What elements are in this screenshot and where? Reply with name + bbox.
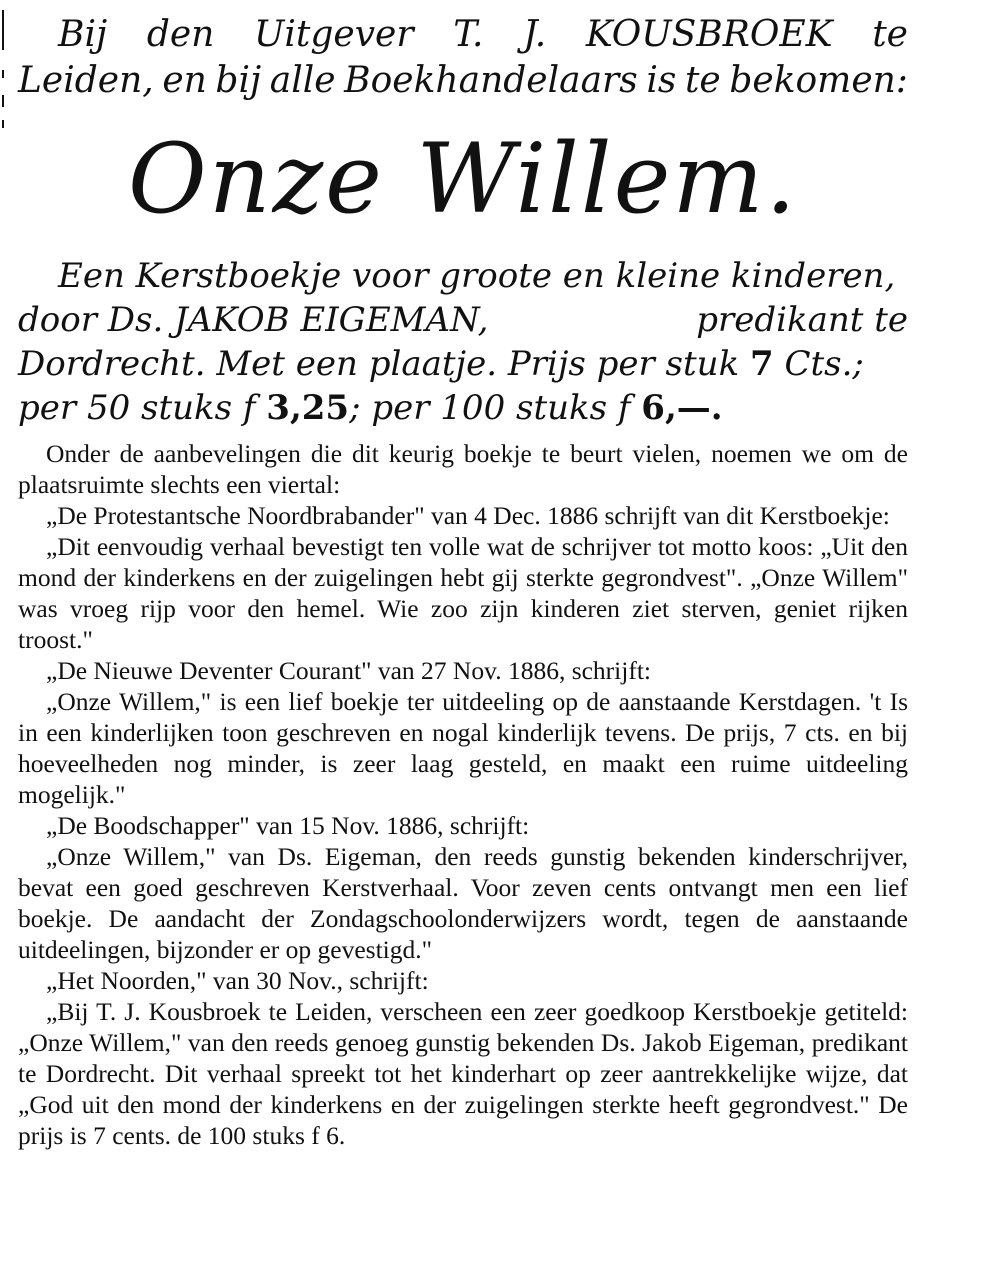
paragraph: „Het Noorden," van 30 Nov., schrijft: bbox=[46, 966, 429, 995]
bulk-50-label: per 50 stuks f bbox=[18, 388, 256, 428]
paragraph: „Onze Willem," van Ds. Eigeman, den reeds gunstig bekenden kinderschrijver, bevat een goed geschreven Kerstverhaal. Voor zeven cents ontvangt men een lief boekje. De aandacht der Zondagschoolonderwijzers wordt, tegen de aanstaande uitdeelingen, bijzonder er op gevestigd." bbox=[18, 842, 908, 964]
intro-word: en bbox=[162, 60, 207, 101]
intro-word: Bij bbox=[58, 14, 108, 55]
paragraph: Onder de aanbevelingen die dit keurig boekje te beurt vielen, noemen we om de plaatsruimte slechts een viertal: bbox=[18, 439, 908, 499]
margin-marks bbox=[0, 0, 6, 140]
subtitle-line-2 bbox=[18, 298, 908, 342]
author-text: door Ds. JAKOB EIGEMAN, bbox=[18, 300, 489, 340]
advertisement bbox=[18, 12, 908, 1151]
intro-word: bekomen: bbox=[729, 60, 908, 101]
bulk-100-price: 6,—. bbox=[641, 388, 723, 428]
subtitle-line-1 bbox=[18, 254, 908, 298]
intro-line-1 bbox=[18, 12, 908, 58]
bulk-100-label: ; per 100 stuks f bbox=[349, 388, 631, 428]
paragraph: „Bij T. J. Kousbroek te Leiden, verscheen een zeer goedkoop Kerstboekje getiteld: „Onze Willem," van den reeds genoeg gunstig bekenden Ds. Jakob Eigeman, predikant te Dordrecht. Dit verhaal spreekt tot het kinderhart op zeer aantrekkelijke wijze, dat „God uit den mond der kinderkens en der zuigelingen sterkte heeft gegrondvest." De prijs is 7 cents. de 100 stuks f 6. bbox=[18, 997, 908, 1150]
subtitle-line-3 bbox=[18, 342, 908, 386]
intro-word: Leiden, bbox=[18, 60, 154, 101]
intro-word: is bbox=[646, 60, 677, 101]
intro-word: den bbox=[146, 14, 215, 55]
book-description bbox=[18, 254, 908, 430]
paragraph: „De Boodschapper" van 15 Nov. 1886, schrijft: bbox=[46, 811, 530, 840]
intro-word: Uitgever bbox=[254, 14, 414, 55]
subtitle-text: Een Kerstboekje voor groote en kleine kinderen, bbox=[58, 256, 896, 296]
intro-word: bij bbox=[215, 60, 262, 101]
paragraph: „De Nieuwe Deventer Courant" van 27 Nov. 1886, schrijft: bbox=[46, 656, 652, 685]
intro-word: T. bbox=[453, 14, 484, 55]
paragraph: „Onze Willem," is een lief boekje ter uitdeeling op de aanstaande Kerstdagen. 't Is in een kinderlijken toon geschreven en nogal kinderlijk tevens. De prijs, 7 cts. en bij hoeveelheden nog minder, is zeer laag gesteld, en maakt een ruime uitdeeling mogelijk." bbox=[18, 687, 908, 809]
bulk-50-price: 3,25 bbox=[266, 388, 350, 428]
paragraph: „De Protestantsche Noordbrabander" van 4 Dec. 1886 schrijft van dit Kerstboekje: bbox=[46, 501, 890, 530]
author-role: predikant te bbox=[696, 300, 908, 340]
paragraph: „Dit eenvoudig verhaal bevestigt ten volle wat de schrijver tot motto koos: „Uit den mond der kinderkens en der zuigelingen hebt gij sterkte gegrondvest". „Onze Willem" was vroeg rijp voor den hemel. Wie zoo zijn kinderen ziet sterven, geniet rijken troost." bbox=[18, 532, 908, 654]
intro-line-2 bbox=[18, 58, 908, 104]
recommendations bbox=[18, 438, 908, 1151]
price-label: Dordrecht. Met een plaatje. Prijs per stuk bbox=[18, 344, 740, 384]
intro-word: alle bbox=[269, 60, 336, 101]
price-text bbox=[18, 342, 864, 386]
intro-word: te bbox=[684, 60, 721, 101]
publisher-intro bbox=[18, 12, 908, 104]
intro-word: KOUSBROEK bbox=[585, 14, 833, 55]
book-title: Onze Willem. bbox=[128, 123, 798, 235]
intro-word: J. bbox=[523, 14, 547, 55]
subtitle-line-4 bbox=[18, 386, 908, 430]
price-single: 7 bbox=[749, 344, 774, 384]
intro-word: Boekhandelaars bbox=[344, 60, 638, 101]
price-unit: Cts.; bbox=[784, 344, 864, 384]
intro-word: te bbox=[872, 14, 908, 55]
bulk-price bbox=[18, 386, 723, 430]
